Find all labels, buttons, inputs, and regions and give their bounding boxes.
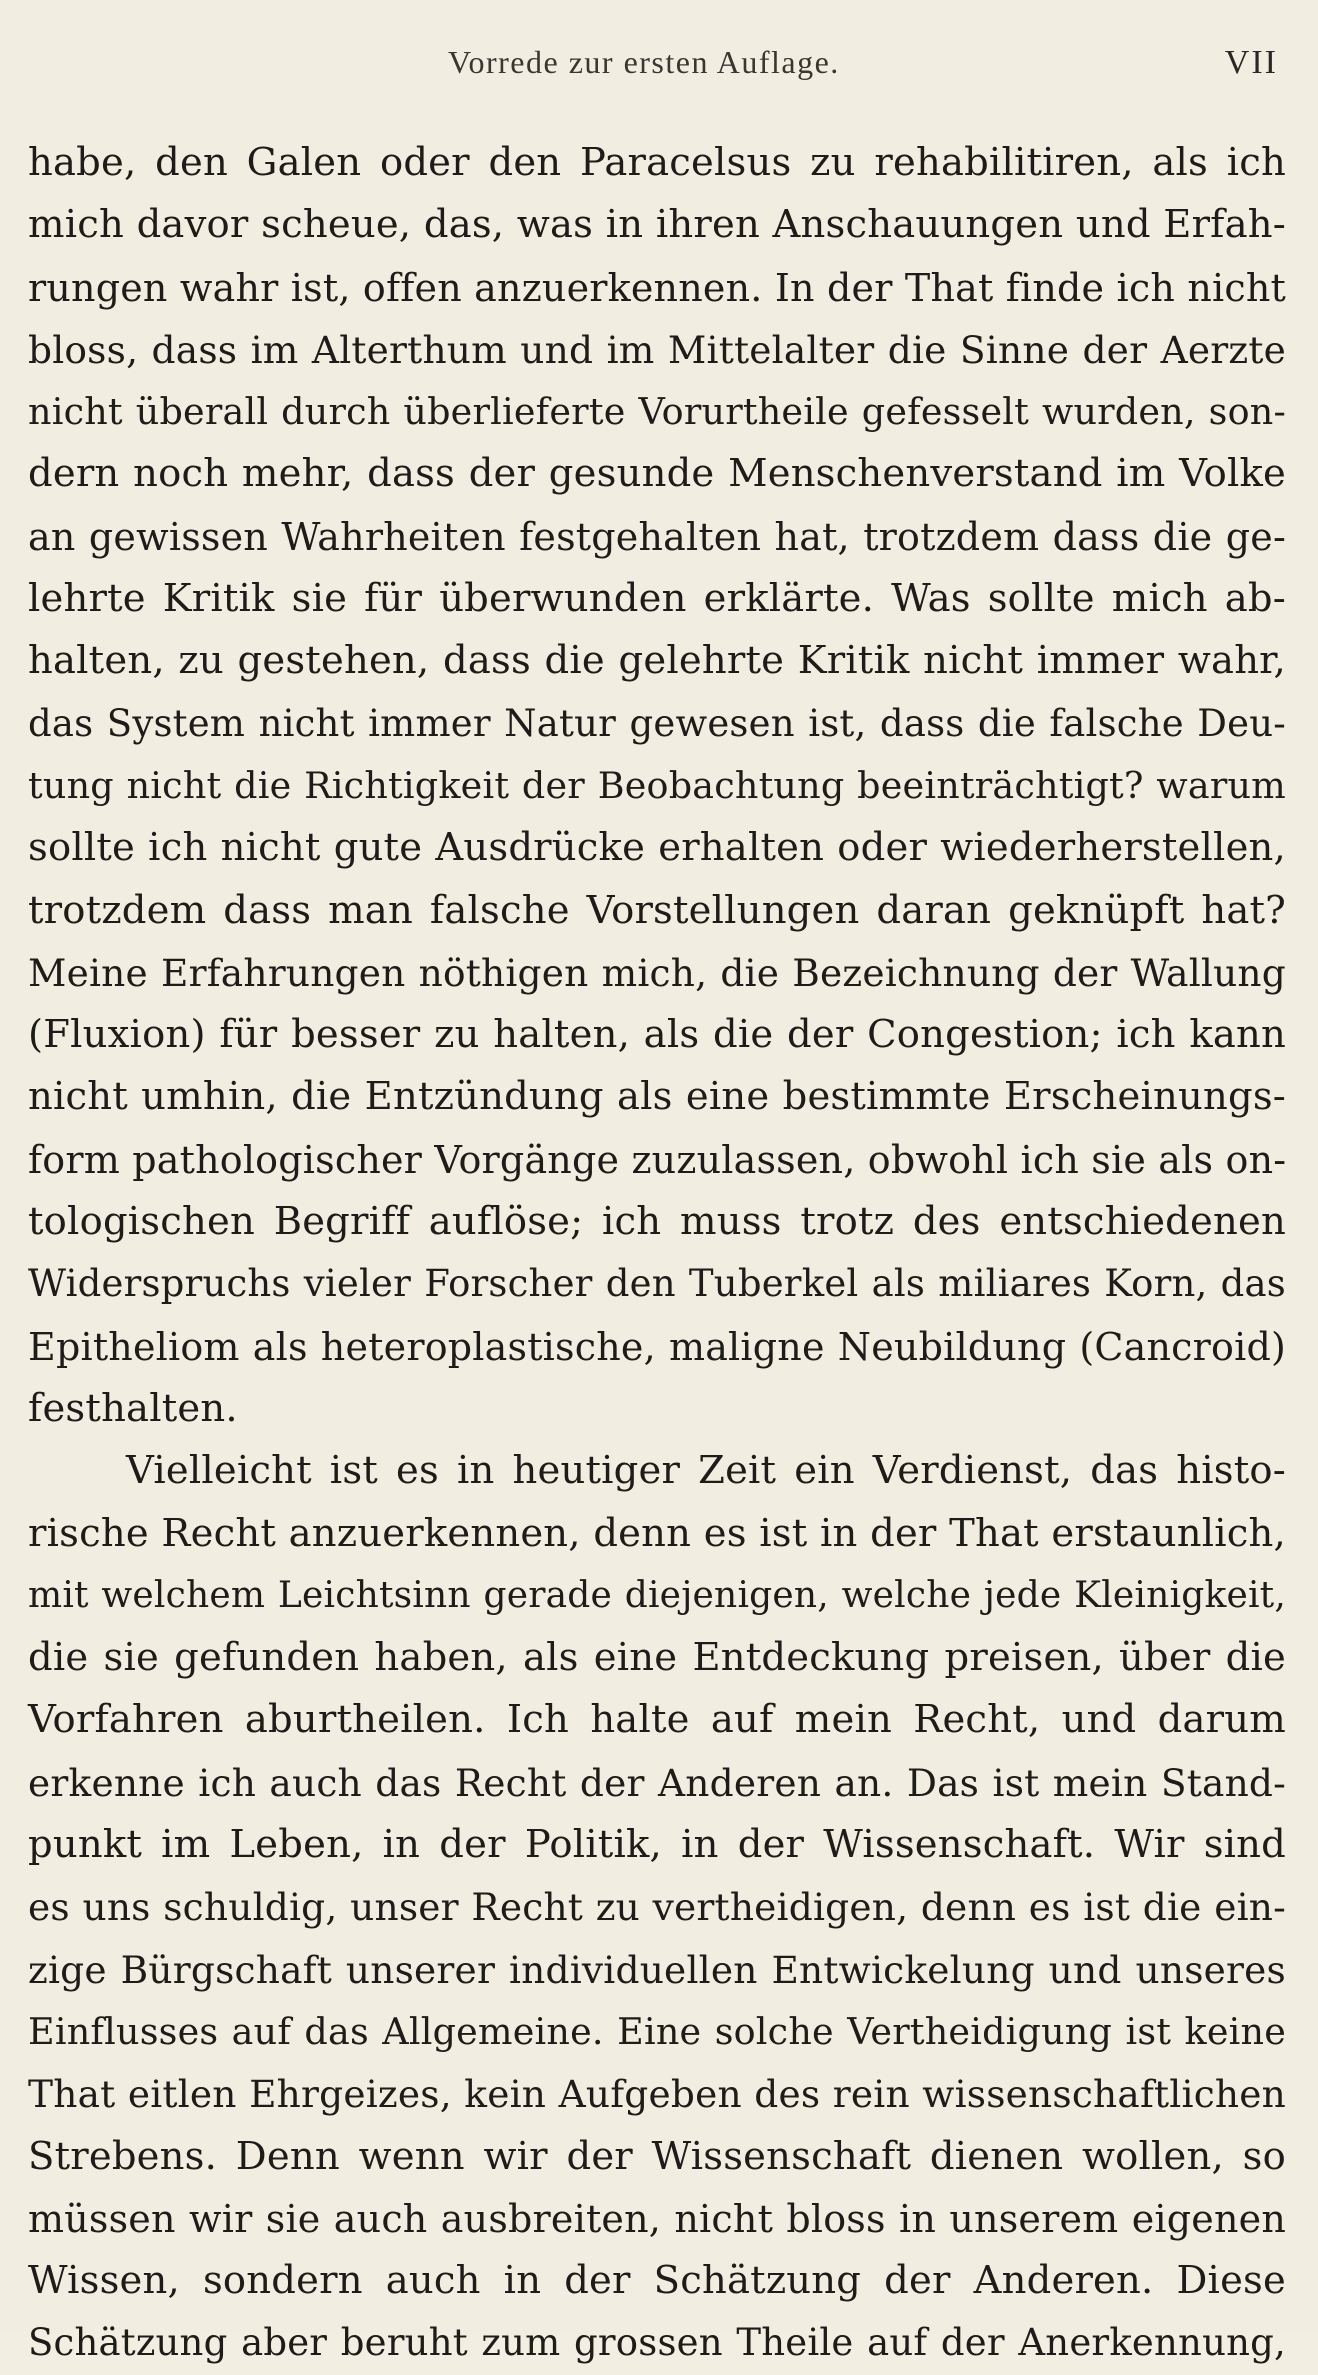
text-line: Vorfahren aburtheilen. Ich halte auf mein Recht, und darum — [28, 1697, 1286, 1743]
text-line: mit welchem Leichtsinn gerade diejenigen, welche jede Kleinigkeit, — [28, 1574, 1286, 1616]
paragraph-end-line: festhalten. — [28, 1385, 238, 1431]
text-line: Widerspruchs vieler Forscher den Tuberkel als miliares Korn, das — [28, 1262, 1286, 1306]
text-line: an gewissen Wahrheiten festgehalten hat, trotzdem dass die ge- — [28, 514, 1286, 559]
paragraph-start-line: Vielleicht ist es in heutiger Zeit ein Verdienst, das histo- — [126, 1448, 1286, 1494]
text-line: tologischen Begriff auflöse; ich muss trotz des entschiedenen — [28, 1199, 1286, 1245]
text-line: That eitlen Ehrgeizes, kein Aufgeben des rein wissenschaftlichen — [28, 2072, 1286, 2117]
text-line: trotzdem dass man falsche Vorstellungen daran geknüpft hat? — [28, 887, 1286, 933]
text-line: halten, zu gestehen, dass die gelehrte Kritik nicht immer wahr, — [28, 638, 1286, 684]
running-title: Vorrede zur ersten Auflage. — [448, 44, 840, 80]
text-line: punkt im Leben, in der Politik, in der Wissenschaft. Wir sind — [28, 1822, 1286, 1868]
text-line: nicht umhin, die Entzündung als eine bestimmte Erscheinungs- — [28, 1074, 1286, 1120]
text-line: tung nicht die Richtigkeit der Beobachtung beeinträchtigt? warum — [28, 763, 1286, 807]
text-line: das System nicht immer Natur gewesen ist, dass die falsche Deu- — [28, 701, 1286, 745]
text-line: dern noch mehr, dass der gesunde Menschenverstand im Volke — [28, 451, 1286, 497]
text-line: form pathologischer Vorgänge zuzulassen, obwohl ich sie als on- — [28, 1137, 1287, 1182]
text-line: erkenne ich auch das Recht der Anderen an. Das ist mein Stand- — [28, 1760, 1286, 1805]
running-header — [0, 44, 1318, 104]
text-line: Strebens. Denn wenn wir der Wissenschaft dienen wollen, so — [28, 2133, 1286, 2179]
text-line: Epitheliom als heteroplastische, maligne Neubildung (Cancroid) — [28, 1324, 1286, 1369]
text-line: Einflusses auf das Allgemeine. Eine solche Vertheidigung ist keine — [28, 2009, 1286, 2053]
text-line: (Fluxion) für besser zu halten, als die der Congestion; ich kann — [28, 1012, 1286, 1058]
text-line: es uns schuldig, unser Recht zu vertheidigen, denn es ist die ein- — [28, 1885, 1286, 1930]
text-line: Schätzung aber beruht zum grossen Theile auf der Anerkennung, — [28, 2321, 1286, 2365]
text-line: rische Recht anzuerkennen, denn es ist in der That erstaunlich, — [28, 1510, 1286, 1556]
text-line: bloss, dass im Alterthum und im Mittelalter die Sinne der Aerzte — [28, 327, 1286, 372]
text-line: zige Bürgschaft unserer individuellen Entwickelung und unseres — [28, 1947, 1286, 1992]
text-line: habe, den Galen oder den Paracelsus zu rehabilitiren, als ich — [28, 140, 1286, 185]
text-line: müssen wir sie auch ausbreiten, nicht bloss in unserem eigenen — [28, 2196, 1286, 2241]
text-line: nicht überall durch überlieferte Vorurtheile gefesselt wurden, son- — [28, 390, 1286, 434]
text-line: rungen wahr ist, offen anzuerkennen. In der That finde ich nicht — [28, 265, 1286, 310]
body-text — [28, 132, 1286, 2375]
page-number: VII — [1224, 44, 1278, 81]
text-line: Wissen, sondern auch in der Schätzung der Anderen. Diese — [28, 2258, 1286, 2304]
text-line: lehrte Kritik sie für überwunden erklärte. Was sollte mich ab- — [28, 576, 1286, 622]
text-line: die sie gefunden haben, als eine Entdeckung preisen, über die — [28, 1635, 1286, 1681]
text-line: sollte ich nicht gute Ausdrücke erhalten oder wiederherstellen, — [28, 825, 1286, 871]
text-line: Meine Erfahrungen nöthigen mich, die Bezeichnung der Wallung — [28, 950, 1286, 995]
text-line: mich davor scheue, das, was in ihren Anschauungen und Erfah- — [28, 202, 1286, 248]
